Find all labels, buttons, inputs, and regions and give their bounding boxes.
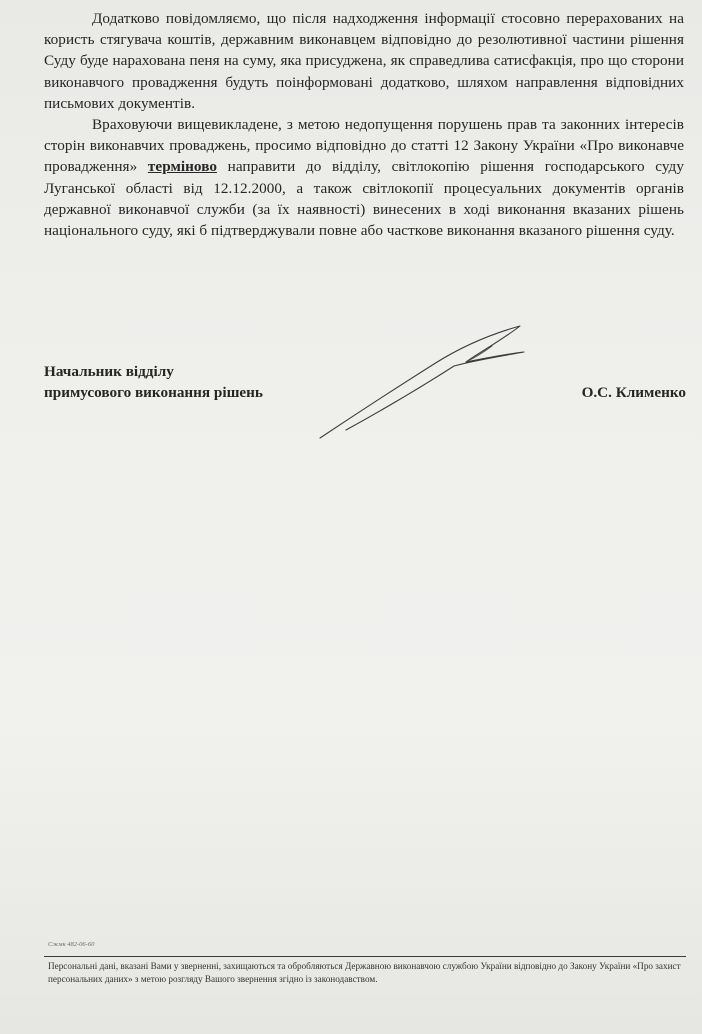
paragraph-2-tail: направити до відділу, світлокопію рішення господарського суду Луганської області від 12.12.2000, а також світлокопії процесуальних документів органів державної виконавчої служби (за їх наявності) винесених в ході виконання вказаних рішень національного суду, які б підтверджували повне або часткове виконання вказаного рішення суду.: [44, 158, 684, 240]
urgent-emphasis: терміново: [147, 158, 217, 176]
form-code: Сжмк 482-06-60: [48, 941, 95, 948]
position-line-1: Начальник відділу: [44, 363, 174, 380]
signer-position: [44, 361, 263, 403]
position-line-2: примусового виконання рішень: [44, 384, 263, 401]
paragraph-1: Додатково повідомляємо, що після надходження інформації стосовно перерахованих на користь стягувача коштів, державним виконавцем відповідно до резолютивної частини рішення Суду буде нарахована пеня на суму, яка присуджена, як справедлива сатисфакція, про що сторони виконавчого провадження будуть поінформовані додатково, шляхом направлення відповідних письмових документів.: [44, 10, 684, 112]
footer-divider: [44, 956, 686, 957]
signer-name: О.С. Клименко: [581, 384, 686, 401]
paragraph-2: [44, 114, 684, 241]
privacy-note: Персональні дані, вказані Вами у зверненні, захищаються та обробляються Державною виконавчою службою України відповідно до Закону України «Про захист персональних даних» з метою розгляду Вашого звернення згідно із законодавством.: [48, 961, 681, 984]
paragraph-2-lead: Враховуючи вищевикладене, з метою недопущення порушень прав та законних інтересів сторін виконавчих проваджень, просимо відповідно до статті 12 Закону України «Про виконавче провадження»: [44, 116, 684, 176]
letter-body: [44, 8, 684, 241]
handwritten-signature: [316, 322, 528, 442]
